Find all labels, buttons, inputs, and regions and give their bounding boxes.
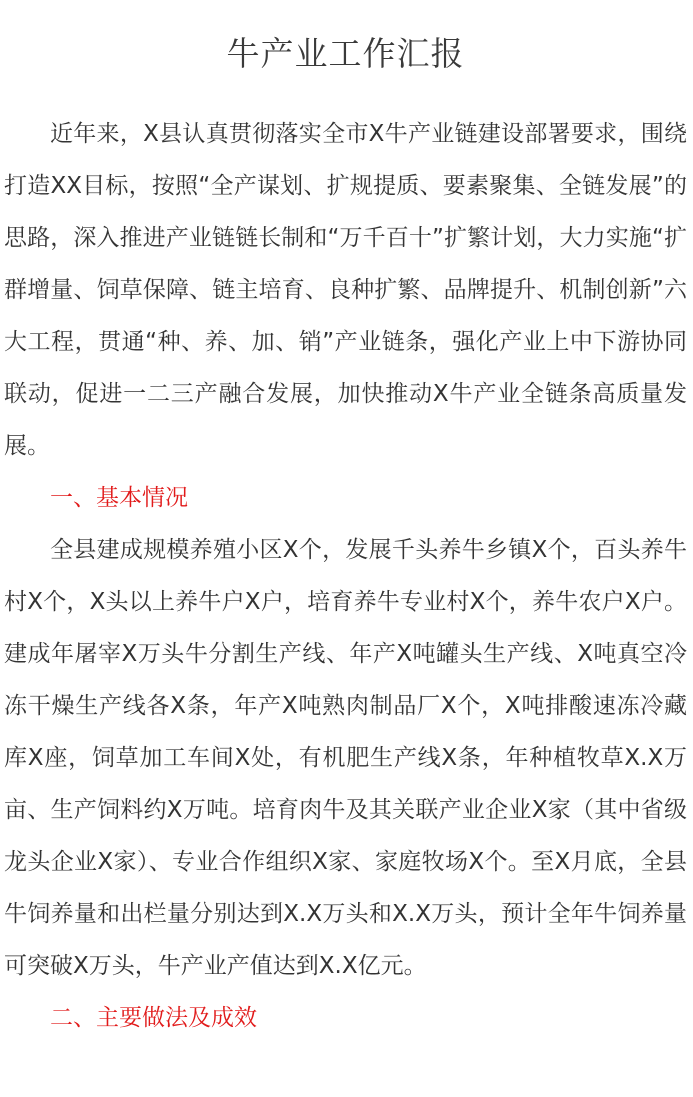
- intro-paragraph: 近年来，X县认真贯彻落实全市X牛产业链建设部署要求，围绕打造XX目标，按照“全产谋划、扩规提质、要素聚集、全链发展”的思路，深入推进产业链链长制和“万千百十”扩繁计划，大力实施“扩群增量、饲草保障、链主培育、良种扩繁、品牌提升、机制创新”六大工程，贯通“种、养、加、销”产业链条，强化产业上中下游协同联动，促进一二三产融合发展，加快推动X牛产业全链条高质量发展。: [4, 121, 687, 459]
- section-heading-main-practices: 二、主要做法及成效: [50, 1005, 257, 1031]
- document-title: 牛产业工作汇报: [226, 34, 465, 73]
- document-body: [4, 108, 687, 1044]
- section-heading-basic-situation: 一、基本情况: [50, 485, 188, 511]
- basic-situation-paragraph: 全县建成规模养殖小区X个，发展千头养牛乡镇X个，百头养牛村X个，X头以上养牛户X户，培育养牛专业村X个，养牛农户X户。建成年屠宰X万头牛分割生产线、年产X吨罐头生产线、X吨真空冷冻干燥生产线各X条，年产X吨熟肉制品厂X个，X吨排酸速冻冷藏库X座，饲草加工车间X处，有机肥生产线X条，年种植牧草X.X万亩、生产饲料约X万吨。培育肉牛及其关联产业企业X家（其中省级龙头企业X家）、专业合作组织X家、家庭牧场X个。至X月底，全县牛饲养量和出栏量分别达到X.X万头和X.X万头，预计全年牛饲养量可突破X万头，牛产业产值达到X.X亿元。: [4, 537, 687, 979]
